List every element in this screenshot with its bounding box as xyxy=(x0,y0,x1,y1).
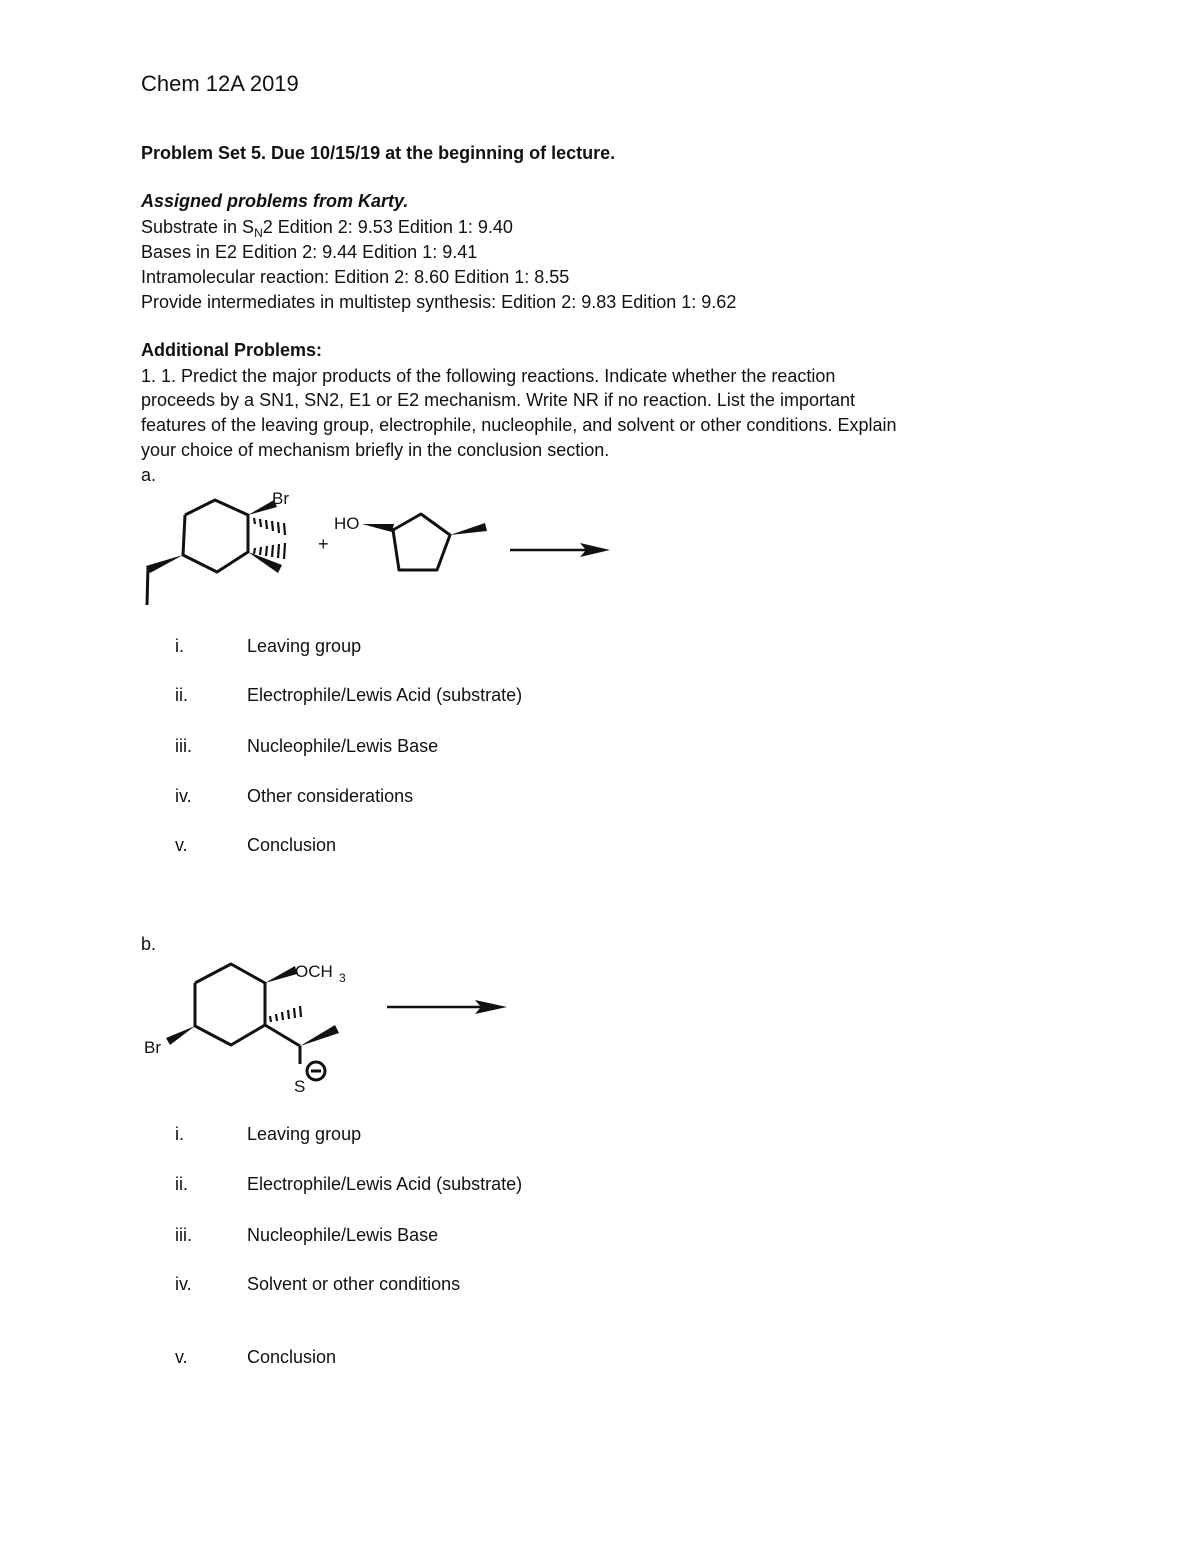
ethyl-bond xyxy=(147,567,148,605)
reaction-b-structure xyxy=(130,950,530,1100)
b-item-3-text: Nucleophile/Lewis Base xyxy=(247,1225,439,1245)
assigned-line-4: Provide intermediates in multistep synthesis: Edition 2: 9.83 Edition 1: 9.62 xyxy=(141,292,737,312)
och3-wedge xyxy=(265,966,297,983)
assigned-line-1 xyxy=(141,217,513,240)
additional-text-3: features of the leaving group, electrophile, nucleophile, and solvent or other conditions. Explain xyxy=(141,415,897,435)
reaction-a-structure xyxy=(130,480,630,620)
b-item-2-text: Electrophile/Lewis Acid (substrate) xyxy=(247,1174,523,1194)
part-b-label: b. xyxy=(141,934,157,954)
b-item-1-num: i. xyxy=(175,1124,184,1144)
a-item-5-text: Conclusion xyxy=(247,835,337,855)
a-item-2-text: Electrophile/Lewis Acid (substrate) xyxy=(247,685,523,705)
b-item-5-text: Conclusion xyxy=(247,1347,337,1367)
a-item-3-text: Nucleophile/Lewis Base xyxy=(247,736,439,756)
line1-sub: N xyxy=(254,226,263,240)
additional-heading: Additional Problems: xyxy=(141,340,323,360)
a-item-5-num: v. xyxy=(175,835,188,855)
additional-text-1: 1. 1. Predict the major products of the following reactions. Indicate whether the reaction xyxy=(141,366,836,386)
br-b-label: Br xyxy=(144,1038,161,1057)
a-item-3-num: iii. xyxy=(175,736,192,756)
problem-set-title: Problem Set 5. Due 10/15/19 at the beginning of lecture. xyxy=(141,143,616,163)
assigned-line-2: Bases in E2 Edition 2: 9.44 Edition 1: 9.41 xyxy=(141,242,478,262)
a-item-4-text: Other considerations xyxy=(247,786,414,806)
part-a-label: a. xyxy=(141,465,157,485)
b-item-5-num: v. xyxy=(175,1347,188,1367)
line1-pre: Substrate in S xyxy=(141,217,255,237)
line1-post: 2 Edition 2: 9.53 Edition 1: 9.40 xyxy=(262,217,513,237)
b-item-3-num: iii. xyxy=(175,1225,192,1245)
assigned-heading: Assigned problems from Karty. xyxy=(141,191,409,211)
assigned-line-3: Intramolecular reaction: Edition 2: 8.60 Edition 1: 8.55 xyxy=(141,267,570,287)
b-item-2-num: ii. xyxy=(175,1174,188,1194)
side-methyl-wedge xyxy=(300,1025,339,1046)
a-item-1-num: i. xyxy=(175,636,184,656)
hash-bond-c2 xyxy=(254,518,285,535)
b-item-4-num: iv. xyxy=(175,1274,192,1294)
oh-wedge xyxy=(362,524,394,532)
course-header: Chem 12A 2019 xyxy=(141,71,299,96)
additional-text-4: your choice of mechanism briefly in the conclusion section. xyxy=(141,440,610,460)
a-item-2-num: ii. xyxy=(175,685,188,705)
och-sub-label: 3 xyxy=(339,971,346,985)
ho-label: HO xyxy=(334,514,360,533)
br-b-wedge xyxy=(166,1026,195,1045)
additional-text-2: proceeds by a SN1, SN2, E1 or E2 mechanism. Write NR if no reaction. List the important xyxy=(141,390,855,410)
b-item-1-text: Leaving group xyxy=(247,1124,362,1144)
a-item-1-text: Leaving group xyxy=(247,636,362,656)
ring-b-cyclohexane xyxy=(195,964,265,1045)
cyclopentane-methyl-wedge xyxy=(450,523,487,535)
a-item-4-num: iv. xyxy=(175,786,192,806)
ring-a-cyclopentane xyxy=(393,514,450,570)
b-item-4-text: Solvent or other conditions xyxy=(247,1274,461,1294)
side-chain-bond xyxy=(265,1025,300,1046)
ring-a-cyclohexane xyxy=(183,500,248,572)
br-label: Br xyxy=(272,489,289,508)
och-label: OCH xyxy=(295,962,333,981)
ethyl-wedge xyxy=(146,555,183,573)
s-label: S xyxy=(294,1077,306,1096)
plus-sign: + xyxy=(318,534,329,554)
hash-bond-b xyxy=(270,1006,301,1022)
